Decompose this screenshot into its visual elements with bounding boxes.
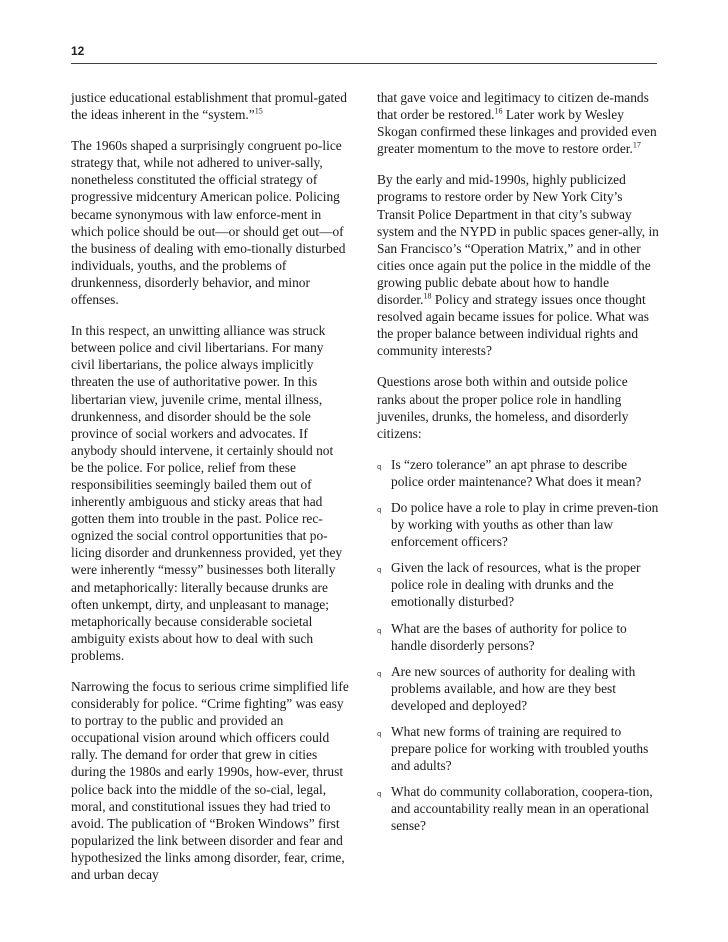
paragraph: Questions arose both within and outside police ranks about the proper police role in handling juveniles, drunks, the homeless, and disorderly citizens:: [377, 374, 629, 441]
list-item-text: Is “zero tolerance” an apt phrase to describe police order maintenance? What does it mean?: [391, 456, 642, 489]
question-list: [377, 456, 659, 835]
list-item-text: Do police have a role to play in crime preven-tion by working with youths as other than law enforcement officers?: [391, 499, 659, 550]
list-item-text: What are the bases of authority for police to handle disorderly persons?: [391, 620, 627, 653]
bullet-icon: q: [377, 566, 382, 575]
paragraph: In this respect, an unwitting alliance was struck between police and civil libertarians. For many civil libertarians, the police always implicitly threaten the use of authoritative power. In this libertarian view, juvenile crime, mental illness, drunkenness, and disorder should be the sole province of social workers and advocates. If anybody should intervene, it certainly should not be the police. For police, relief from these responsibilities seemingly bailed them out of inherently ambiguous and sticky areas that had gotten them into trouble in the past. Police rec-ognized the social control opportunities that po-licing disorder and drunkenness provided, yet they were inherently “messy” businesses both literally and metaphorically: literally because drunks are often unkempt, dirty, and unpleasant to manage; metaphorically because considerable societal ambiguity exists about how to deal with such problems.: [71, 323, 343, 663]
paragraph-text: Later work by Wesley Skogan confirmed these linkages and provided even greater momentum to the move to restore order.: [377, 107, 657, 157]
bullet-icon: q: [377, 462, 382, 471]
list-item: [377, 456, 659, 490]
footnote-ref: 16: [494, 106, 503, 116]
bullet-icon: q: [377, 505, 382, 514]
bullet-icon: q: [377, 626, 382, 635]
paragraph-text: Policy and strategy issues once thought resolved again became issues for police. What was the proper balance between individual rights and community interests?: [377, 292, 649, 359]
bullet-icon: q: [377, 669, 382, 678]
list-item: [377, 723, 659, 774]
left-column: [71, 89, 349, 897]
list-item: [377, 783, 659, 834]
paragraph-text: justice educational establishment that promul-gated the ideas inherent in the “system.”: [71, 90, 347, 123]
page-number: 12: [71, 44, 85, 58]
footnote-ref: 18: [423, 291, 432, 301]
list-item: [377, 559, 659, 610]
footnote-ref: 15: [254, 106, 263, 116]
paragraph: [377, 171, 659, 359]
paragraph: Narrowing the focus to serious crime simplified life considerably for police. “Crime fighting” was easy to portray to the public and provided an occupational vision around which officers could rally. The demand for order that grew in cities during the 1980s and early 1990s, how-ever, thrust police back into the middle of the so-cial, legal, moral, and constitutional issues they had tried to avoid. The publication of “Broken Windows” first popularized the link between disorder and fear and hypothesized the links among disorder, fear, crime, and urban decay: [71, 679, 349, 883]
paragraph-text: that gave voice and legitimacy to citizen de-mands that order be restored.: [377, 90, 649, 123]
paragraph: The 1960s shaped a surprisingly congruent po-lice strategy that, while not adhered to univer-sally, nonetheless constituted the official strategy of progressive midcentury American police. Policing became synonymous with law enforce-ment in which police should be out—or should get out—of the business of dealing with emo-tionally disturbed individuals, youths, and the problems of drunkenness, disorderly behavior, and minor offenses.: [71, 138, 346, 308]
bullet-icon: q: [377, 790, 382, 799]
list-item: [377, 663, 659, 714]
list-item: [377, 499, 659, 550]
right-column: [377, 89, 659, 844]
list-item-text: Are new sources of authority for dealing with problems available, and how are they best developed and deployed?: [391, 663, 636, 713]
list-item-text: What new forms of training are required to prepare police for working with troubled youths and adults?: [391, 724, 649, 774]
list-item-text: What do community collaboration, coopera-tion, and accountability really mean in an operational sense?: [391, 784, 653, 834]
list-item-text: Given the lack of resources, what is the proper police role in dealing with drunks and the emotionally disturbed?: [391, 560, 641, 610]
bullet-icon: q: [377, 730, 382, 738]
paragraph: [377, 89, 659, 157]
header-rule: [71, 63, 657, 64]
footnote-ref: 17: [632, 140, 641, 150]
list-item: [377, 620, 659, 654]
paragraph: [71, 89, 349, 123]
paragraph-text: By the early and mid-1990s, highly publicized programs to restore order by New York City’s Transit Police Department in that city’s subway system and the NYPD in public spaces gener-ally, in San Francisco’s “Operation Matrix,” and in other cities once again put the police in the middle of the growing public debate about how to handle disorder.: [377, 172, 659, 308]
